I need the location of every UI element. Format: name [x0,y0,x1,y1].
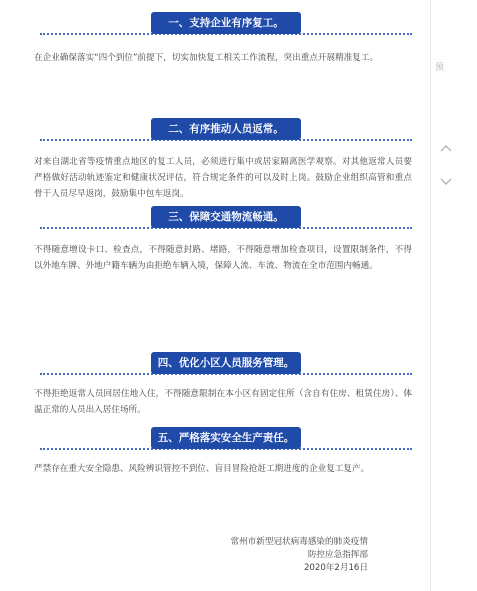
section-title-2: 二、有序推动人员返常。 [151,118,301,140]
chevron-up-icon[interactable] [437,140,455,158]
section-body-2: 对来自湖北省等疫情重点地区的复工人员，必须进行集中或居家隔离医学观察。对其他返常人员要严格做好活动轨迹鉴定和健康状况评估，符合规定条件的可以及时上岗。鼓励企业组织高管和重点骨干人员尽早返岗，鼓励集中包车返岗。 [34,157,412,199]
section-header [40,12,412,34]
section-header [40,118,412,140]
section-3 [34,206,412,271]
section-4 [34,352,412,415]
signature-org-line2: 防控应急指挥部 [307,550,368,560]
chevron-down-icon[interactable] [437,172,455,190]
section-header [40,352,412,374]
signature-date: 2020年2月16日 [303,563,368,573]
section-body-3: 不得随意增设卡口、检查点，不得随意封路、堵路，不得随意增加检查项目，设置限制条件，不得以外地车牌、外地户籍车辆为由拒绝车辆入境，保障人流、车流、物流在全市范围内畅通。 [34,245,412,271]
section-body-4: 不得拒绝返常人员回居住地入住，不得随意限制在本小区有固定住所（含自有住房、租赁住房）、体温正常的人员出入居住场所。 [34,389,412,415]
section-1 [34,12,412,63]
side-partial-text: 预 [435,63,445,73]
right-side-panel [430,0,477,591]
section-header [40,427,412,449]
signature-org-line1: 常州市新型冠状病毒感染的肺炎疫情 [230,537,368,547]
section-header [40,206,412,228]
section-5 [34,427,412,474]
section-body-1: 在企业确保落实“四个到位”前提下，切实加快复工相关工作流程，突出重点开展精准复工。 [34,53,379,63]
section-title-5: 五、严格落实安全生产责任。 [151,427,301,449]
section-title-3: 三、保障交通物流畅通。 [151,206,301,228]
signature-block [230,536,368,575]
section-body-5: 严禁存在重大安全隐患、风险辨识管控不到位、盲目冒险抢赶工期进度的企业复工复产。 [34,464,370,474]
section-title-4: 四、优化小区人员服务管理。 [151,352,301,374]
section-title-1: 一、支持企业有序复工。 [151,12,301,34]
section-2 [34,118,412,199]
